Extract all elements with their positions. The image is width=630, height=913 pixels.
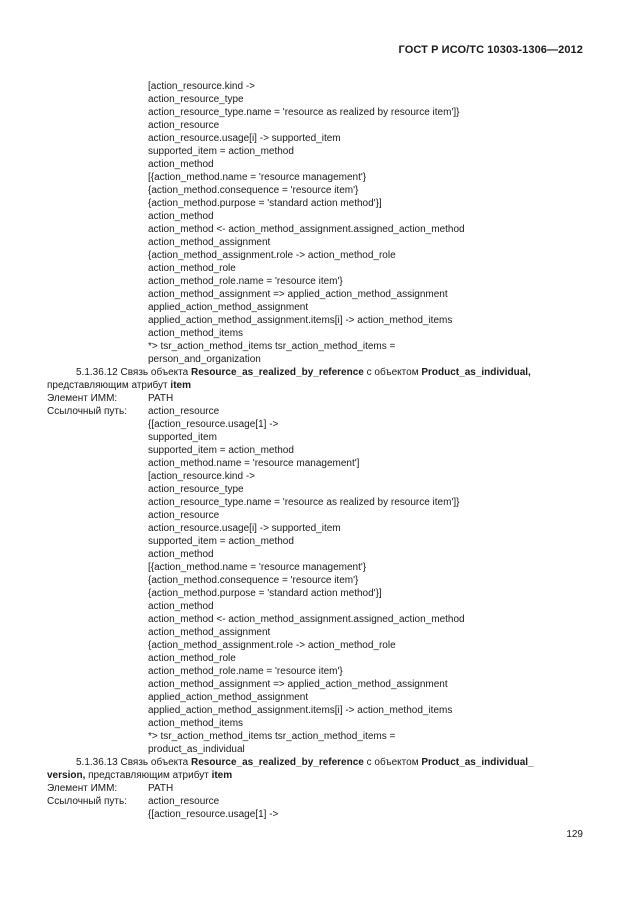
reference-path-block-1 [148, 80, 588, 366]
imm-element-value: PATH [148, 783, 174, 794]
section-5-1-36-13-heading [47, 756, 583, 782]
path-line: action_method_role.name = 'resource item'} [148, 276, 343, 287]
reference-path-row [47, 795, 587, 808]
path-line: person_and_organization [148, 354, 261, 365]
path-line: action_resource.usage[i] -> supported_item [148, 133, 341, 144]
reference-path-block-2 [148, 418, 588, 756]
path-line: action_resource_type.name = 'resource as realized by resource item']} [148, 107, 460, 118]
imm-element-row [47, 392, 587, 405]
reference-path-label: Ссылочный путь: [47, 796, 127, 807]
path-line: *> tsr_action_method_items tsr_action_method_items = [148, 341, 396, 352]
path-line: {action_method.consequence = 'resource item'} [148, 575, 359, 586]
reference-path-first-line: action_resource [148, 406, 220, 417]
path-line: action_resource_type [148, 484, 244, 495]
reference-path-first-line: action_resource [148, 796, 220, 807]
path-line: action_method_role.name = 'resource item'} [148, 666, 343, 677]
path-line: {[action_resource.usage[1] -> [148, 419, 279, 430]
path-line: *> tsr_action_method_items tsr_action_method_items = [148, 731, 396, 742]
path-line: action_method [148, 549, 214, 560]
entity-name: Resource_as_realized_by_reference [190, 367, 364, 378]
entity-name-continued: version, [47, 770, 86, 781]
path-line: {[action_resource.usage[1] -> [148, 809, 279, 820]
path-line: action_resource_type [148, 94, 244, 105]
heading-text: представляющим атрибут [47, 380, 171, 391]
path-line: action_resource_type.name = 'resource as realized by resource item']} [148, 497, 460, 508]
attribute-name: item [170, 380, 191, 391]
path-line: applied_action_method_assignment.items[i] -> action_method_items [148, 705, 453, 716]
path-line: action_resource [148, 510, 220, 521]
heading-text: с объектом [363, 757, 422, 768]
heading-text: 5.1.36.13 Связь объекта [76, 757, 191, 768]
path-line: {action_method_assignment.role -> action_method_role [148, 640, 396, 651]
imm-element-row [47, 782, 587, 795]
reference-path-label: Ссылочный путь: [47, 406, 127, 417]
attribute-name: item [211, 770, 233, 781]
path-line: action_method <- action_method_assignment.assigned_action_method [148, 614, 465, 625]
path-line: action_method_assignment => applied_action_method_assignment [148, 289, 448, 300]
heading-text: 5.1.36.12 Связь объекта [76, 367, 191, 378]
path-line: [action_resource.kind -> [148, 81, 256, 92]
reference-path-row [47, 405, 587, 418]
path-line: {action_method.purpose = 'standard action method'}] [148, 198, 382, 209]
reference-path-block-3 [148, 808, 588, 821]
path-line: [action_resource.kind -> [148, 471, 256, 482]
path-line: action_method_items [148, 328, 244, 339]
path-line: supported_item = action_method [148, 536, 294, 547]
path-line: {action_method.consequence = 'resource item'} [148, 185, 359, 196]
path-line: [{action_method.name = 'resource management'} [148, 172, 367, 183]
path-line: action_method_assignment [148, 627, 271, 638]
imm-element-value: PATH [148, 393, 174, 404]
path-line: supported_item = action_method [148, 445, 294, 456]
path-line: {action_method_assignment.role -> action_method_role [148, 250, 396, 261]
path-line: [{action_method.name = 'resource management'} [148, 562, 367, 573]
entity-name: Resource_as_realized_by_reference [190, 757, 364, 768]
imm-element-label: Элемент ИММ: [47, 393, 118, 404]
path-line: {action_method.purpose = 'standard action method'}] [148, 588, 382, 599]
path-line: action_method [148, 211, 214, 222]
path-line: product_as_individual [148, 744, 245, 755]
path-line: action_method <- action_method_assignment.assigned_action_method [148, 224, 465, 235]
path-line: action_method [148, 601, 214, 612]
page-number: 129 [566, 829, 583, 840]
path-line: applied_action_method_assignment [148, 302, 309, 313]
heading-text: представляющим атрибут [85, 770, 212, 781]
path-line: action_resource [148, 120, 220, 131]
path-line: action_method_role [148, 653, 236, 664]
path-line: action_resource.usage[i] -> supported_item [148, 523, 341, 534]
path-line: action_method.name = 'resource management'] [148, 458, 360, 469]
document-header: ГОСТ Р ИСО/ТС 10303-1306—2012 [398, 44, 583, 56]
heading-text: с объектом [363, 367, 422, 378]
path-line: action_method_role [148, 263, 236, 274]
path-line: action_method_assignment => applied_action_method_assignment [148, 679, 448, 690]
path-line: applied_action_method_assignment.items[i] -> action_method_items [148, 315, 453, 326]
path-line: action_method [148, 159, 214, 170]
path-line: action_method_assignment [148, 237, 271, 248]
entity-name: Product_as_individual_ [421, 757, 534, 768]
imm-element-label: Элемент ИММ: [47, 783, 118, 794]
path-line: supported_item = action_method [148, 146, 294, 157]
section-5-1-36-12-heading [47, 366, 583, 392]
path-line: supported_item [148, 432, 217, 443]
path-line: applied_action_method_assignment [148, 692, 309, 703]
path-line: action_method_items [148, 718, 244, 729]
entity-name: Product_as_individual, [421, 367, 531, 378]
